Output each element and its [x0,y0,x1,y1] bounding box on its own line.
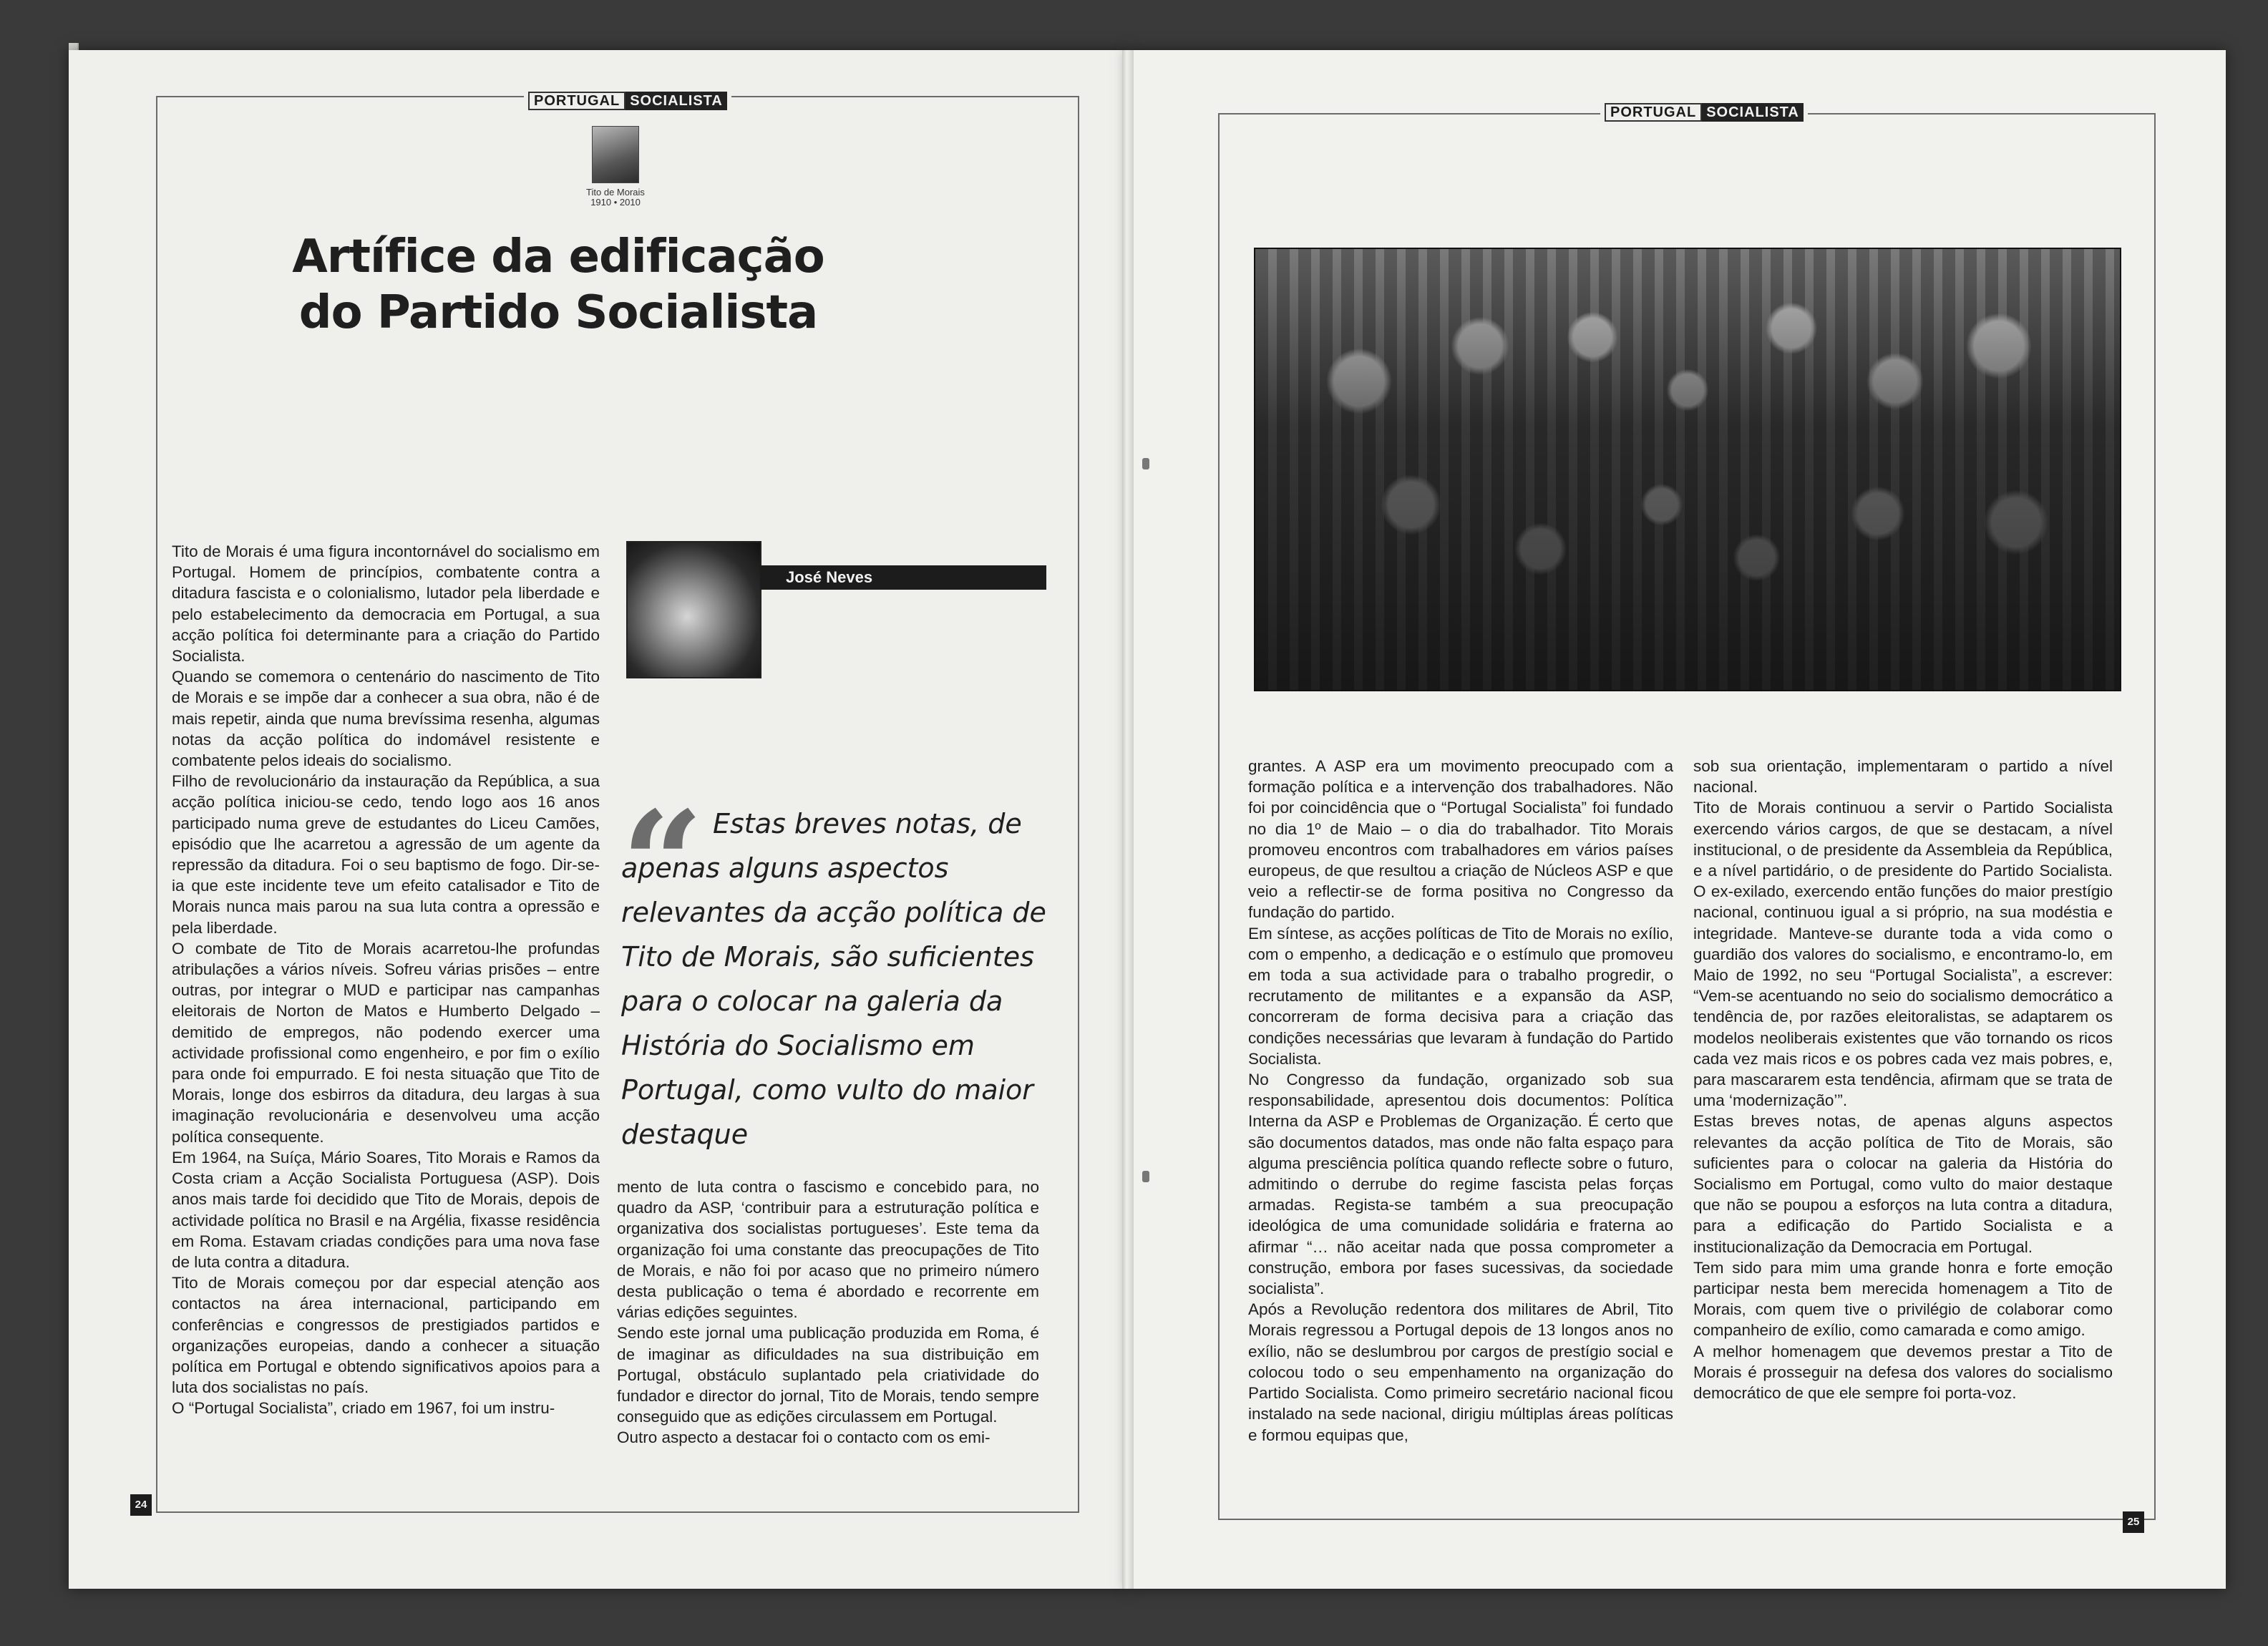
author-name: José Neves [760,565,1046,590]
article-headline [236,229,880,341]
paragraph: O “Portugal Socialista”, criado em 1967, foi um instru- [172,1399,555,1418]
masthead-socialista: SOCIALISTA [626,92,727,110]
paragraph: No Congresso da fundação, organizado sob sua responsabilidade, apresentou dois documentos: Política Interna da ASP e Problemas de Organização. É certo que são documentos datados, mas onde não falta espaço para alguma presciência política quando reflecte sobre o futuro, admitindo o derrube do regime fascista pelas forças armadas. Regista-se também a sua preocupação ideológica de uma comunidade solidária e fraterna ao afirmar “… não aceitar nada que possa comprometer a construção, embora por fases sucessivas, da sociedade socialista”. [1248,1071,1673,1298]
quote-mark-icon: “ [621,780,704,948]
masthead-right [1600,103,1808,122]
paragraph: Tito de Morais continuou a servir o Partido Socialista exercendo vários cargos, de que se destacam, a nível institucional, o de presidente da Assembleia da República, e a nível partidário, o de presidente do Partido Socialista. O ex-exilado, exercendo então funções do maior prestígio nacional, continuou igual a si próprio, na sua modéstia e integridade. Manteve-se durante toda a vida como o guardião dos valores do socialismo, e encontramo-lo, em Maio de 1992, no seu “Portugal Socialista”, a escrever: “Vem-se acentuando no seio do socialismo democrático a tendência de, por razões eleitoralistas, se adaptarem os modelos neoliberais existentes que vão tornando os ricos cada vez mais ricos e os pobres cada vez mais pobres, e, para mascararem esta tendência, afirmam que se trata de uma ‘modernização’”. [1693,799,2113,1110]
paragraph: Após a Revolução redentora dos militares de Abril, Tito Morais regressou a Portugal depois de 13 longos anos no exílio, não se deslumbrou por cargos de prestígio social e colocou todo o seu empenhamento na organização do Partido Socialista. Como primeiro secretário nacional ficou instalado na sede nacional, dirigiu múltiplas áreas políticas e formou equipas que, [1248,1300,1673,1444]
page-number-left: 24 [130,1494,152,1516]
portrait-seal-icon [592,126,639,183]
masthead-left [524,92,731,110]
emblem-years: 1910 • 2010 [590,197,641,208]
paragraph: Tito de Morais começou por dar especial atenção aos contactos na área internacional, participando em conferências e congressos de prestigiados partidos e organizações europeias, dando a conhecer a situação política em Portugal e obtendo significativos apoios para a luta dos socialistas no país. [172,1274,600,1397]
masthead-portugal: PORTUGAL [1605,103,1702,122]
headline-line-2: do Partido Socialista [298,286,818,339]
spine [1122,50,1134,1589]
paragraph: Quando se comemora o centenário do nascimento de Tito de Morais e se impõe dar a conhecer a sua obra, não é de mais repetir, ainda que numa brevíssima resenha, algumas notas da acção política do indomável resistente e combatente pelos ideais do socialismo. [172,668,600,770]
group-photo [1254,248,2121,691]
left-column-1 [172,541,600,1419]
right-column-2 [1693,756,2113,1403]
pull-quote [621,802,1051,1156]
paragraph: A melhor homenagem que devemos prestar a Tito de Morais é prosseguir na defesa dos valores do socialismo democrático de que ele sempre foi porta-voz. [1693,1342,2113,1403]
headline-line-1: Artífice da edificação [292,230,824,283]
right-column-1 [1248,756,1673,1446]
masthead-portugal: PORTUGAL [528,92,626,110]
staple [1142,458,1149,469]
pull-quote-text: Estas breves notas, de apenas alguns aspectos relevantes da acção política de Tito de Morais, são suficientes para o colocar na galeria da História do Socialismo em Portugal, como vulto do maior destaque [621,808,1046,1150]
paragraph: Tito de Morais é uma figura incontornável do socialismo em Portugal. Homem de princípios, combatente contra a ditadura fascista e o colonialismo, lutador pela liberdade e pelo estabelecimento da democracia em Portugal, a sua acção política foi determinante para a criação do Partido Socialista. [172,542,600,666]
paragraph: Sendo este jornal uma publicação produzida em Roma, é de imaginar as dificuldades na sua distribuição em Portugal, obstáculo suplantado pela criatividade do fundador e director do jornal, Tito de Morais, tendo sempre conseguido que as edições circulassem em Portugal. [617,1324,1039,1426]
paragraph: Outro aspecto a destacar foi o contacto com os emi- [617,1428,991,1447]
staple [1142,1171,1149,1182]
left-column-2 [617,1177,1039,1448]
page-number-right: 25 [2123,1511,2144,1533]
emblem-name: Tito de Morais [586,187,645,198]
centenary-emblem [573,126,658,208]
paragraph: grantes. A ASP era um movimento preocupado com a formação política e a intervenção dos trabalhadores. Não foi por coincidência que o “Portugal Socialista” foi fundado no dia 1º de Maio – o dia do trabalhador. Tito Morais promoveu encontros com trabalhadores em vários países europeus, de que resultou a criação de Núcleos ASP e que veio a reflectir-se de forma positiva no Congresso da fundação do partido. [1248,757,1673,922]
author-photo [626,541,761,678]
paragraph: Tem sido para mim uma grande honra e forte emoção participar nesta bem merecida homenagem a Tito de Morais, com quem tive o privilégio de colaborar como companheiro de exílio, como camarada e como amigo. [1693,1258,2113,1340]
paragraph: Em 1964, na Suíça, Mário Soares, Tito Morais e Ramos da Costa criam a Acção Socialista Portuguesa (ASP). Dois anos mais tarde foi decidido que Tito de Morais, depois de actividade política no Brasil e na Argélia, fixasse residência em Roma. Estavam criadas condições para uma nova fase de luta contra a ditadura. [172,1148,600,1271]
paragraph: Estas breves notas, de apenas alguns aspectos relevantes da acção política de Tito de Morais, são suficientes para o colocar na galeria da História do Socialismo em Portugal, como vulto do maior destaque que não se poupou a esforços na luta contra a ditadura, para a edificação do Partido Socialista e a institucionalização da Democracia em Portugal. [1693,1112,2113,1256]
masthead-socialista: SOCIALISTA [1702,103,1804,122]
paragraph: mento de luta contra o fascismo e concebido para, no quadro da ASP, ‘contribuir para a estruturação política e organizativa dos socialistas portugueses’. Este tema da organização foi uma constante das preocupações de Tito de Morais, e não foi por acaso que no primeiro número desta publicação o tema é abordado e recorrente em várias edições seguintes. [617,1178,1039,1322]
paragraph: Filho de revolucionário da instauração da República, a sua acção política iniciou-se cedo, tendo logo aos 16 anos participado numa greve de estudantes do Liceu Camões, episódio que lhe acarretou a agressão de um agente da repressão da ditadura. Foi o seu baptismo de fogo. Dir-se-ia que este incidente teve um efeito catalisador e Tito de Morais nunca mais parou na sua luta contra a opressão e pela liberdade. [172,772,600,937]
paragraph: sob sua orientação, implementaram o partido a nível nacional. [1693,757,2113,797]
paragraph: O combate de Tito de Morais acarretou-lhe profundas atribulações a vários níveis. Sofreu várias prisões – entre outras, por integrar o MUD e participar nas campanhas eleitorais de Norton de Matos e Humberto Delgado – demitido de empregos, não podendo exercer uma actividade profissional como engenheiro, e por fim o exílio para onde foi empurrado. E foi nesta situação que Tito de Morais, longe dos esbirros da ditadura, deu largas à sua imaginação revolucionária e desenvolveu uma acção política consequente. [172,939,600,1146]
paragraph: Em síntese, as acções políticas de Tito de Morais no exílio, com o empenho, a dedicação e o estímulo que promoveu em toda a sua actividade para o trabalho progredir, o recrutamento de militantes e a expansão da ASP, concorreram de forma decisiva para a criação das condições necessárias que levaram à fundação do Partido Socialista. [1248,924,1673,1068]
